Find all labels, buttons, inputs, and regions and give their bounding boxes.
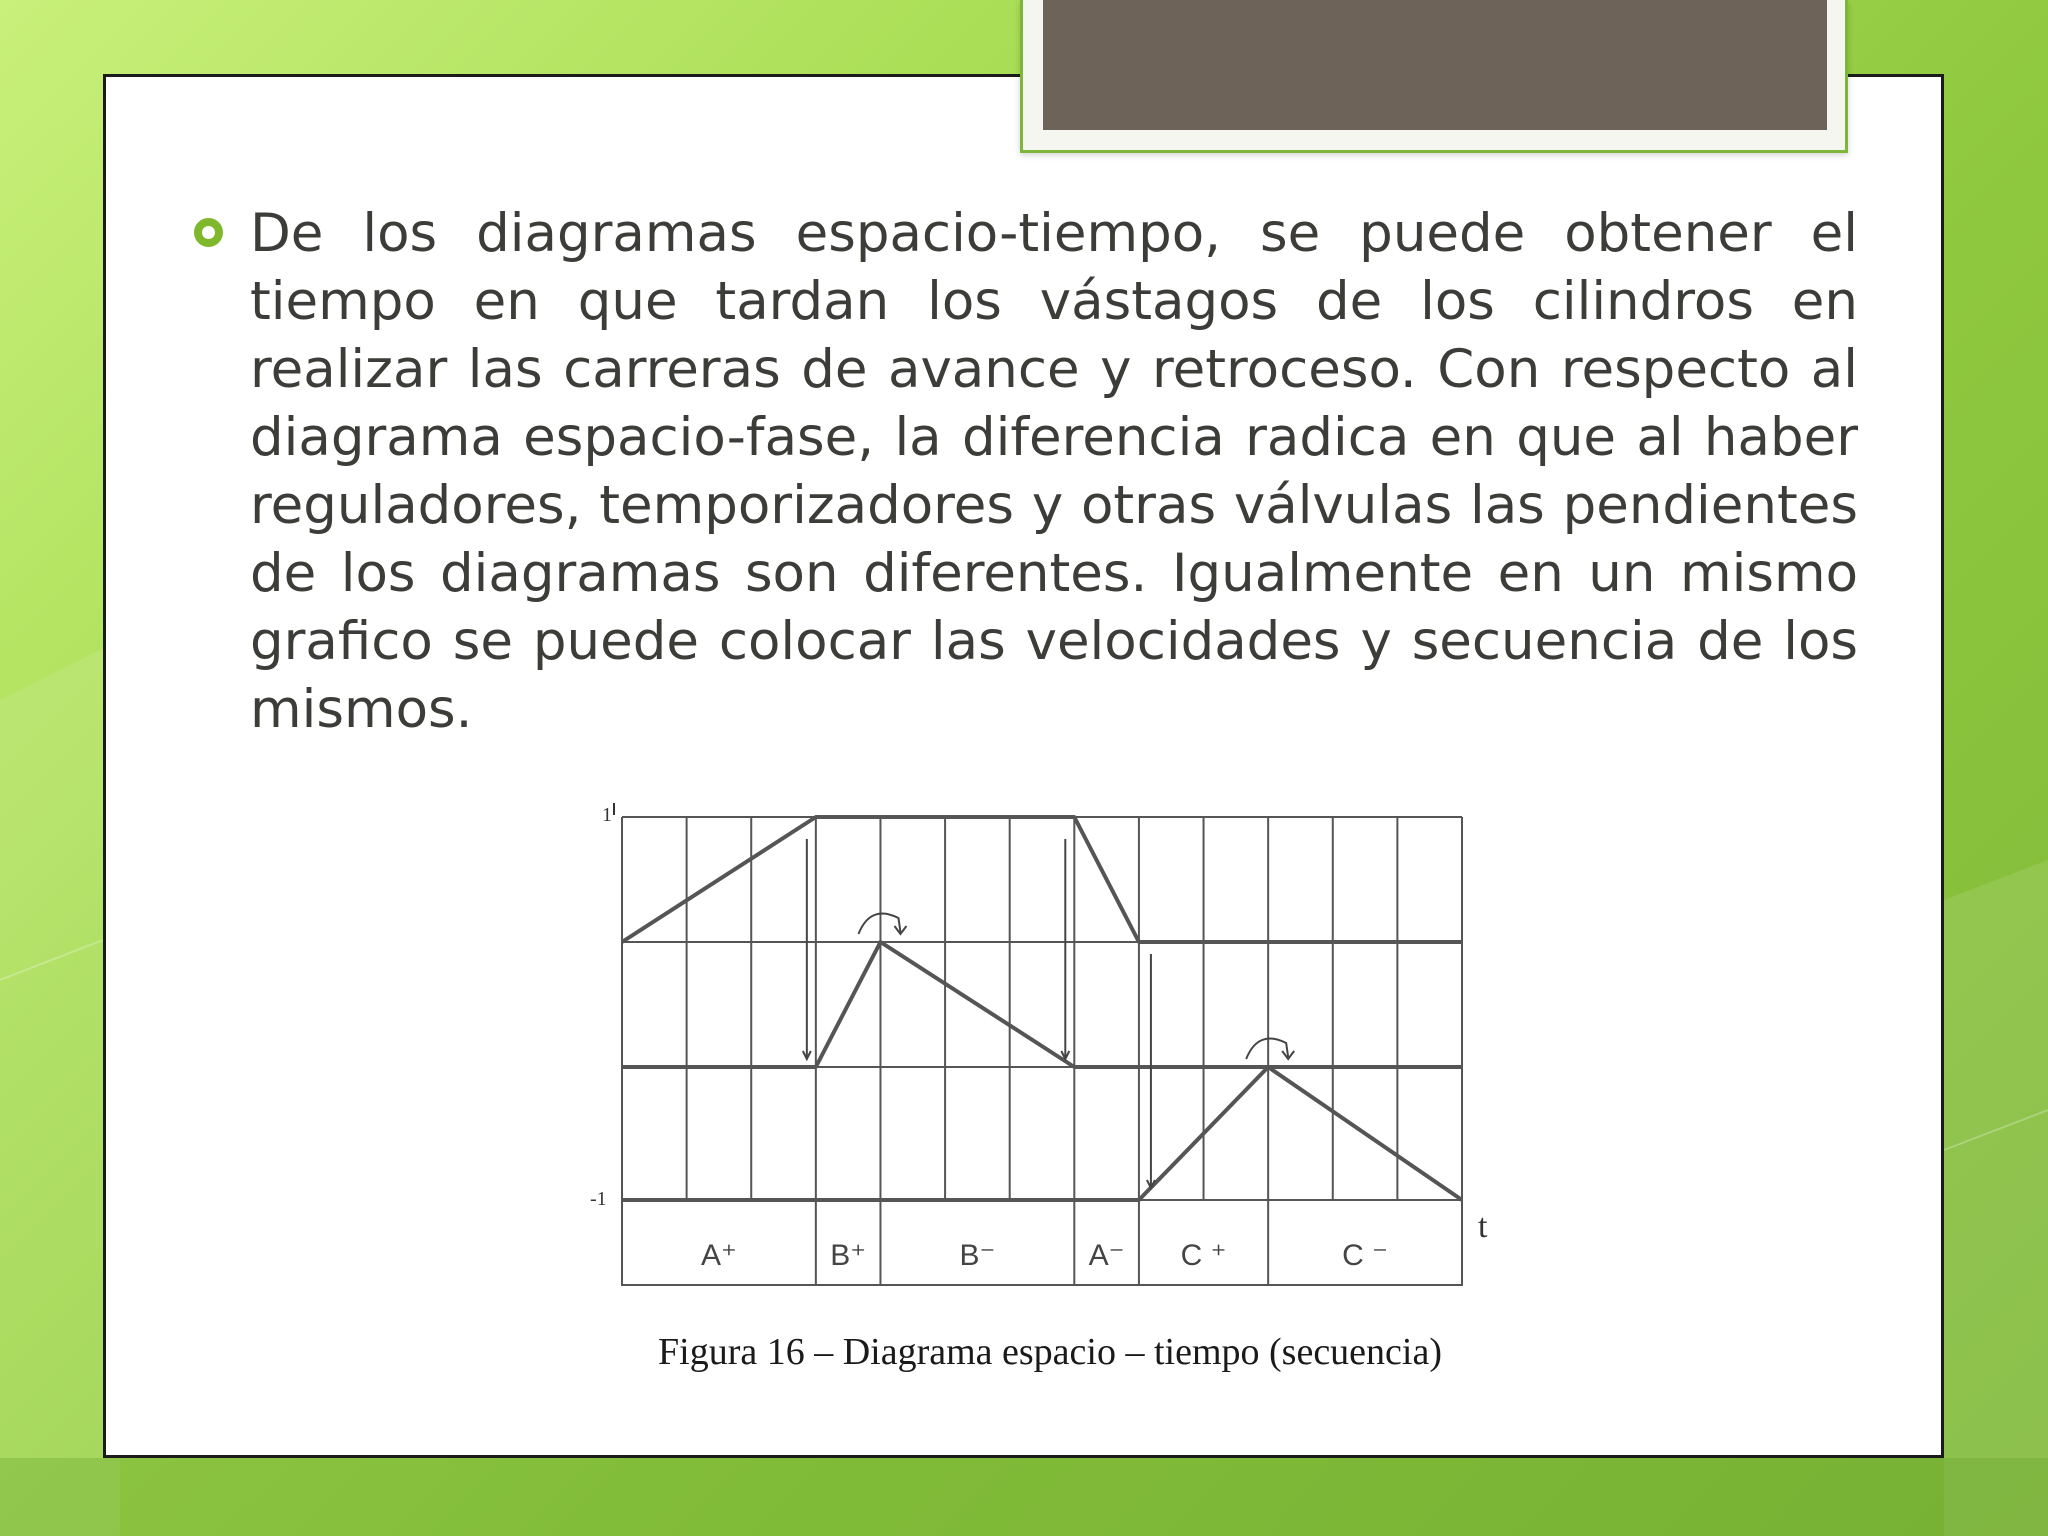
title-placeholder-frame — [1020, 0, 1848, 153]
cylinder-c-trace — [622, 1067, 1462, 1200]
phase-label: B⁻ — [959, 1239, 996, 1272]
phase-label: B⁺ — [830, 1239, 867, 1272]
y-axis-bottom-label: -1 — [590, 1188, 607, 1210]
circle-bullet-icon — [194, 218, 223, 247]
phase-label: A⁺ — [700, 1239, 737, 1272]
body-paragraph: De los diagramas espacio-tiempo, se puede obtener el tiempo en que tardan los vástagos de los cilindros en realizar las carreras de avance y retroceso. Con respecto al diagrama espacio-fase, la diferencia radica en que al haber reguladores, temporizadores y otras válvulas las pendientes de los diagramas son diferentes. Igualmente en un mismo grafico se puede colocar las velocidades y secuencia de los mismos. — [250, 203, 1858, 740]
figure-caption: Figura 16 – Diagrama espacio – tiempo (secuencia) — [658, 1331, 1442, 1373]
title-placeholder — [1043, 0, 1827, 130]
diagram-traces — [622, 817, 1462, 1200]
cylinder-b-trace — [622, 942, 1462, 1067]
phase-label: C ⁻ — [1342, 1239, 1388, 1272]
phase-labels — [701, 1239, 1388, 1272]
y-axis-top-label: 1 — [602, 804, 612, 826]
phase-label: C ⁺ — [1180, 1239, 1227, 1272]
space-time-diagram — [580, 795, 1520, 1395]
return-arrow-c — [1246, 1039, 1288, 1059]
phase-box — [622, 1200, 1462, 1285]
x-axis-label: t — [1478, 1208, 1488, 1245]
cylinder-a-trace — [622, 817, 1462, 942]
phase-label: A⁻ — [1088, 1239, 1125, 1272]
